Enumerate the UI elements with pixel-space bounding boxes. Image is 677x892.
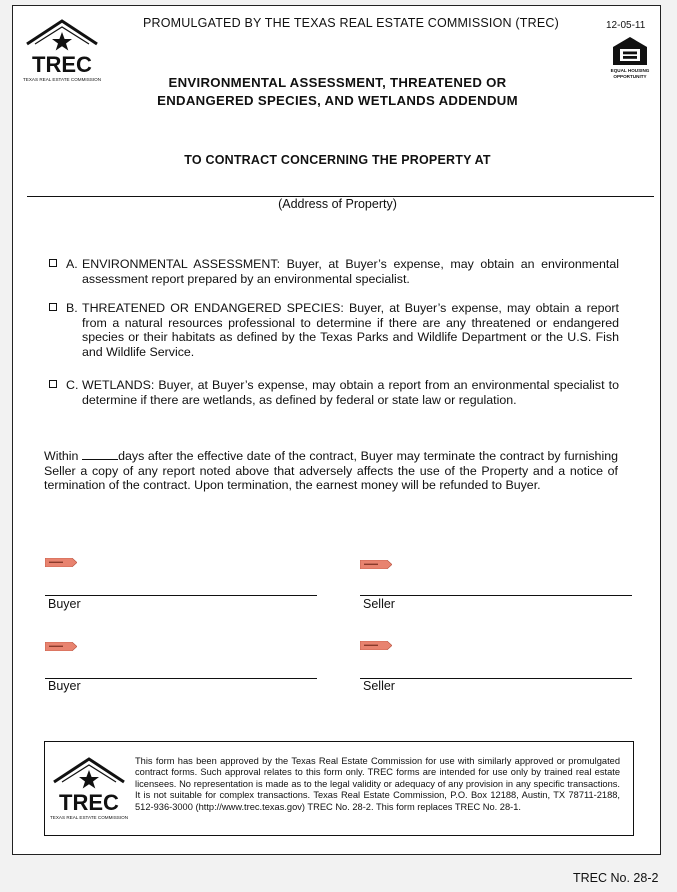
form-subtitle: TO CONTRACT CONCERNING THE PROPERTY AT [184, 153, 491, 167]
checkbox-a[interactable] [49, 259, 57, 267]
buyer-label: Buyer [48, 679, 81, 693]
checkbox-c[interactable] [49, 380, 57, 388]
form-title [13, 74, 662, 110]
item-environmental-assessment [49, 257, 619, 286]
item-label-b: B. [66, 301, 78, 315]
svg-text:TREC: TREC [32, 52, 92, 77]
sign-here-tag[interactable] [45, 558, 77, 567]
item-label-c: C. [66, 378, 79, 392]
svg-text:TEXAS REAL ESTATE COMMISSION: TEXAS REAL ESTATE COMMISSION [50, 815, 128, 820]
svg-text:EQUAL HOUSING: EQUAL HOUSING [610, 68, 650, 73]
seller-label: Seller [363, 679, 395, 693]
checkbox-b[interactable] [49, 303, 57, 311]
days-blank[interactable] [82, 449, 118, 460]
buyer-signature-line[interactable] [45, 595, 317, 596]
address-label: (Address of Property) [278, 197, 397, 211]
title-line-1: ENVIRONMENTAL ASSESSMENT, THREATENED OR [168, 75, 507, 90]
seller-signature-line[interactable] [360, 678, 632, 679]
form-number: TREC No. 28-2 [573, 871, 659, 885]
termination-text: days after the effective date of the contract, Buyer may terminate the contract by furnishing Seller a copy of any report noted above that adversely affects the use of the Property and a notice of termination of the contract. Upon termination, the earnest money will be refunded to Buyer. [44, 449, 618, 493]
sign-here-tag[interactable] [360, 560, 392, 569]
trec-logo [50, 756, 128, 822]
svg-text:TREC: TREC [59, 790, 119, 815]
item-text-c: WETLANDS: Buyer, at Buyer’s expense, may obtain a report from an environmental specialist to determine if there are wetlands, as defined by federal or state law or regulation. [82, 378, 619, 407]
seller-signature-line[interactable] [360, 595, 632, 596]
buyer-label: Buyer [48, 597, 81, 611]
item-threatened-species [49, 301, 619, 359]
form-date: 12-05-11 [606, 20, 646, 31]
footer-notice-box [44, 741, 634, 836]
sign-here-tag[interactable] [360, 641, 392, 650]
svg-text:OPPORTUNITY: OPPORTUNITY [613, 74, 647, 79]
item-label-a: A. [66, 257, 78, 271]
termination-prefix: Within [44, 449, 79, 463]
buyer-signature-line[interactable] [45, 678, 317, 679]
item-text-a: ENVIRONMENTAL ASSESSMENT: Buyer, at Buyer’s expense, may obtain an environmental assessment report prepared by an environmental specialist. [82, 257, 619, 286]
title-line-2: ENDANGERED SPECIES, AND WETLANDS ADDENDUM [157, 93, 518, 108]
item-text-b: THREATENED OR ENDANGERED SPECIES: Buyer, at Buyer’s expense, may obtain a report from a natural resources professional to determine if there are any threatened or endangered species or their habitats as defined by the Texas Parks and Wildlife Department or the U.S. Fish and Wildlife Service. [82, 301, 619, 359]
form-page [12, 5, 661, 855]
termination-paragraph [44, 449, 618, 493]
svg-text:TEXAS REAL ESTATE COMMISSION: TEXAS REAL ESTATE COMMISSION [23, 77, 101, 82]
seller-label: Seller [363, 597, 395, 611]
promulgated-text: PROMULGATED BY THE TEXAS REAL ESTATE COMMISSION (TREC) [143, 16, 559, 30]
sign-here-tag[interactable] [45, 642, 77, 651]
item-wetlands [49, 378, 619, 407]
footer-text: This form has been approved by the Texas Real Estate Commission for use with similarly approved or promulgated contract forms. Such approval relates to this form only. TREC forms are intended for use only by trained real estate licensees. No representation is made as to the legal validity or adequacy of any provision in any specific transactions. It is not suitable for complex transactions. Texas Real Estate Commission, P.O. Box 12188, Austin, TX 78711-2188, 512-936-3000 (http://www.trec.texas.gov) TREC No. 28-2. This form replaces TREC No. 28-1. [135, 756, 620, 812]
